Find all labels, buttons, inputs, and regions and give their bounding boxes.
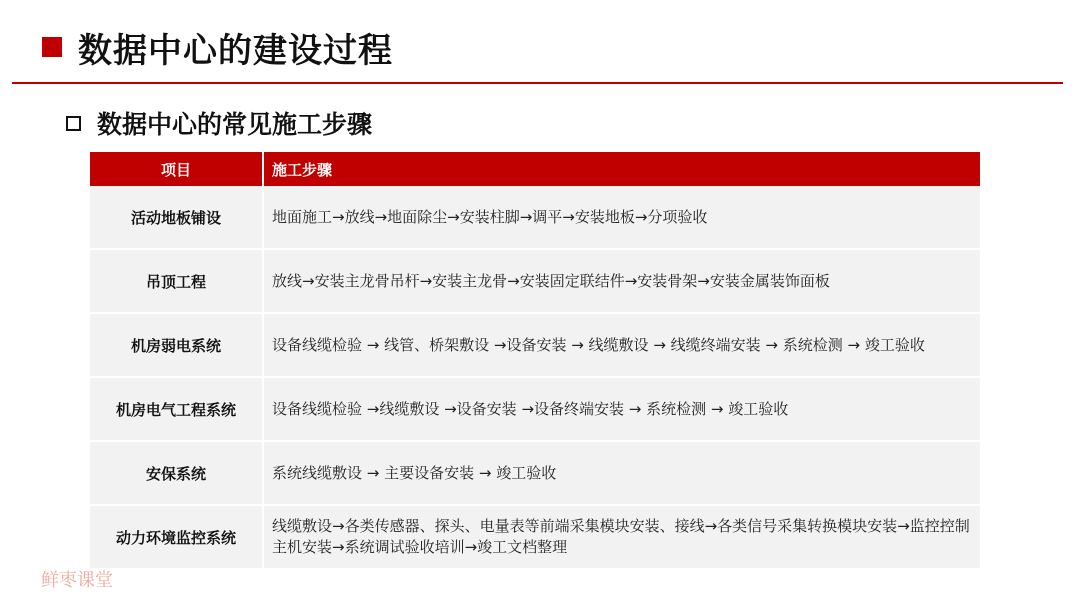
table-row <box>90 186 980 250</box>
table-header-row <box>90 152 980 186</box>
construction-steps-table <box>90 152 980 570</box>
row-item-cell: 机房电气工程系统 <box>90 378 264 442</box>
row-steps-cell: 系统线缆敷设 → 主要设备安装 → 竣工验收 <box>264 442 980 506</box>
page-title: 数据中心的建设过程 <box>78 30 393 71</box>
row-steps-cell: 线缆敷设→各类传感器、探头、电量表等前端采集模块安装、接线→各类信号采集转换模块安装→监控控制主机安装→系统调试验收培训→竣工文档整理 <box>264 506 980 570</box>
row-steps-cell: 放线→安装主龙骨吊杆→安装主龙骨→安装固定联结件→安装骨架→安装金属装饰面板 <box>264 250 980 314</box>
column-header-steps: 施工步骤 <box>264 152 980 186</box>
watermark-text: 鲜枣课堂 <box>41 570 113 591</box>
table-row <box>90 442 980 506</box>
row-steps-cell: 地面施工→放线→地面除尘→安装柱脚→调平→安装地板→分项验收 <box>264 186 980 250</box>
row-item-cell: 机房弱电系统 <box>90 314 264 378</box>
table-row <box>90 250 980 314</box>
section-subtitle: 数据中心的常见施工步骤 <box>97 110 373 139</box>
section-heading <box>66 103 372 143</box>
row-item-cell: 安保系统 <box>90 442 264 506</box>
title-divider <box>12 82 1063 84</box>
row-item-cell: 动力环境监控系统 <box>90 506 264 570</box>
page-title-bar <box>42 22 393 72</box>
row-steps-cell: 设备线缆检验 →线缆敷设 →设备安装 →设备终端安装 → 系统检测 → 竣工验收 <box>264 378 980 442</box>
table-row <box>90 506 980 570</box>
row-item-cell: 活动地板铺设 <box>90 186 264 250</box>
table-row <box>90 314 980 378</box>
hollow-square-bullet-icon <box>66 116 81 131</box>
row-steps-cell: 设备线缆检验 → 线管、桥架敷设 →设备安装 → 线缆敷设 → 线缆终端安装 → 系统检测 → 竣工验收 <box>264 314 980 378</box>
title-bullet-icon <box>42 37 62 57</box>
row-item-cell: 吊顶工程 <box>90 250 264 314</box>
column-header-item: 项目 <box>90 152 264 186</box>
table-row <box>90 378 980 442</box>
